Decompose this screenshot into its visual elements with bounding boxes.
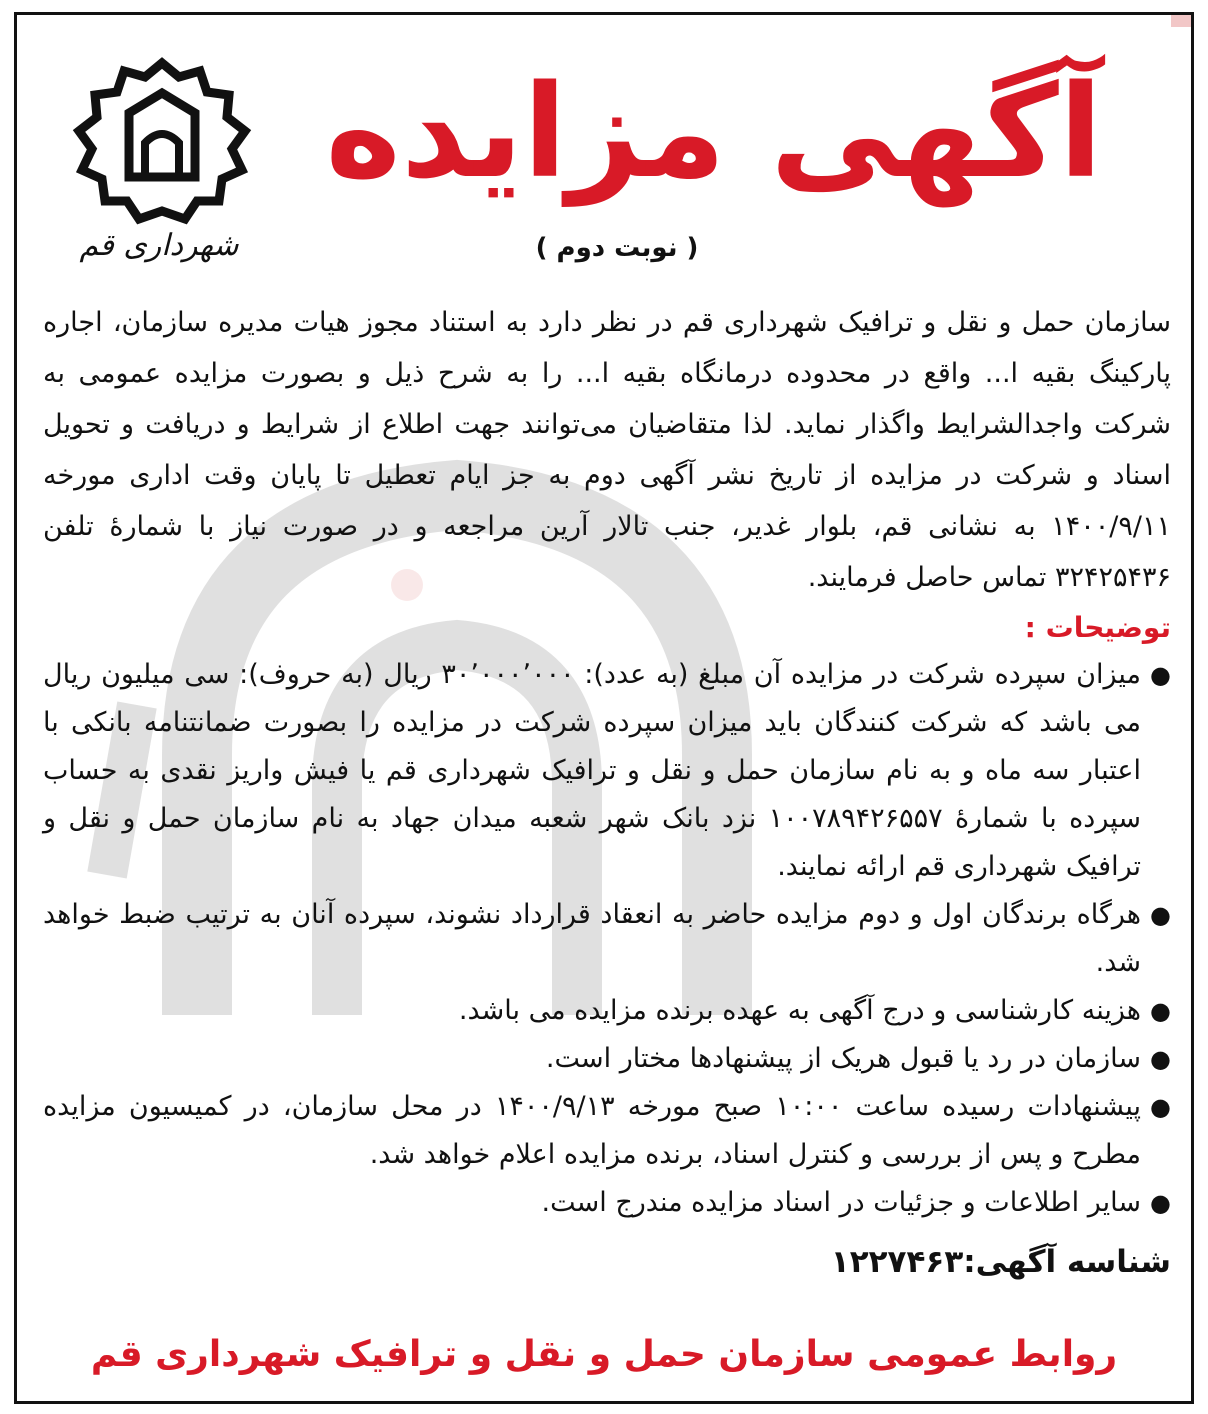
note-item bbox=[43, 987, 1171, 1035]
ad-id: شناسه آگهی:۱۲۲۷۴۶۳ bbox=[830, 1244, 1171, 1280]
content bbox=[43, 297, 1171, 1291]
note-item bbox=[43, 1035, 1171, 1083]
note-item bbox=[43, 1083, 1171, 1179]
footer-signature: روابط عمومی سازمان حمل و نقل و ترافیک شهرداری قم bbox=[90, 1334, 1118, 1375]
note-item bbox=[43, 651, 1171, 891]
note-text: پیشنهادات رسیده ساعت ۱۰:۰۰ صبح مورخه ۱۴۰۰/۹/۱۳ در محل سازمان، در کمیسیون مزایده مطرح و پس از بررسی و کنترل اسناد، برنده مزایده اعلام خواهد شد. bbox=[43, 1091, 1141, 1170]
header bbox=[17, 15, 1191, 285]
note-item bbox=[43, 1179, 1171, 1227]
note-text: میزان سپرده شرکت در مزایده آن مبلغ (به عدد): ۳۰٬۰۰۰٬۰۰۰ ریال (به حروف): سی میلیون ریال می باشد که شرکت کنندگان باید میزان سپرده شرکت در مزایده را بصورت ضمانتنامه بانکی با اعتبار سه ماه و به نام سازمان حمل و نقل و ترافیک شهرداری قم یا فیش واریز نقدی به حساب سپرده با شمارهٔ ۱۰۰۷۸۹۴۲۶۵۵۷ نزد بانک شهر شعبه میدان جهاد به نام سازمان حمل و نقل و ترافیک شهرداری قم ارائه نمایند. bbox=[43, 659, 1141, 882]
note-text: سایر اطلاعات و جزئیات در اسناد مزایده مندرج است. bbox=[541, 1187, 1141, 1218]
note-text: سازمان در رد یا قبول هریک از پیشنهادها مختار است. bbox=[545, 1043, 1141, 1074]
logo-text: شهرداری قم bbox=[79, 228, 239, 263]
bullet-icon: ● bbox=[1150, 901, 1171, 929]
bullet-icon: ● bbox=[1150, 997, 1171, 1025]
bullet-icon: ● bbox=[1150, 661, 1171, 689]
note-text: هزینه کارشناسی و درج آگهی به عهده برنده مزایده می باشد. bbox=[458, 995, 1141, 1026]
advertisement-frame bbox=[14, 12, 1194, 1404]
page-title: آگهی مزایده bbox=[325, 58, 1103, 207]
qom-municipality-logo-icon bbox=[67, 55, 257, 265]
bullet-icon: ● bbox=[1150, 1045, 1171, 1073]
notes-list bbox=[43, 651, 1171, 1227]
note-text: هرگاه برندگان اول و دوم مزایده حاضر به انعقاد قرارداد نشوند، سپرده آنان به ترتیب ضبط خواهد شد. bbox=[43, 899, 1141, 978]
notes-title: توضیحات : bbox=[1024, 611, 1171, 644]
intro-paragraph: سازمان حمل و نقل و ترافیک شهرداری قم در نظر دارد به استناد مجوز هیات مدیره سازمان، اجاره پارکینگ بقیه ا... واقع در محدوده درمانگاه بقیه ا... را به شرح ذیل و بصورت مزایده عمومی به شرکت واجدالشرایط واگذار نماید. لذا متقاضیان می‌توانند جهت اطلاع از شرایط و دریافت و تحویل اسناد و شرکت در مزایده از تاریخ نشر آگهی دوم به جز ایام تعطیل تا پایان وقت اداری مورخه ۱۴۰۰/۹/۱۱ به نشانی قم، بلوار غدیر، جنب تالار آرین مراجعه و در صورت نیاز با شمارهٔ تلفن ۳۲۴۲۵۴۳۶ تماس حاصل فرمایند. bbox=[43, 307, 1171, 593]
note-item bbox=[43, 891, 1171, 987]
bullet-icon: ● bbox=[1150, 1093, 1171, 1121]
subtitle: ( نوبت دوم ) bbox=[535, 233, 699, 263]
bullet-icon: ● bbox=[1150, 1189, 1171, 1217]
